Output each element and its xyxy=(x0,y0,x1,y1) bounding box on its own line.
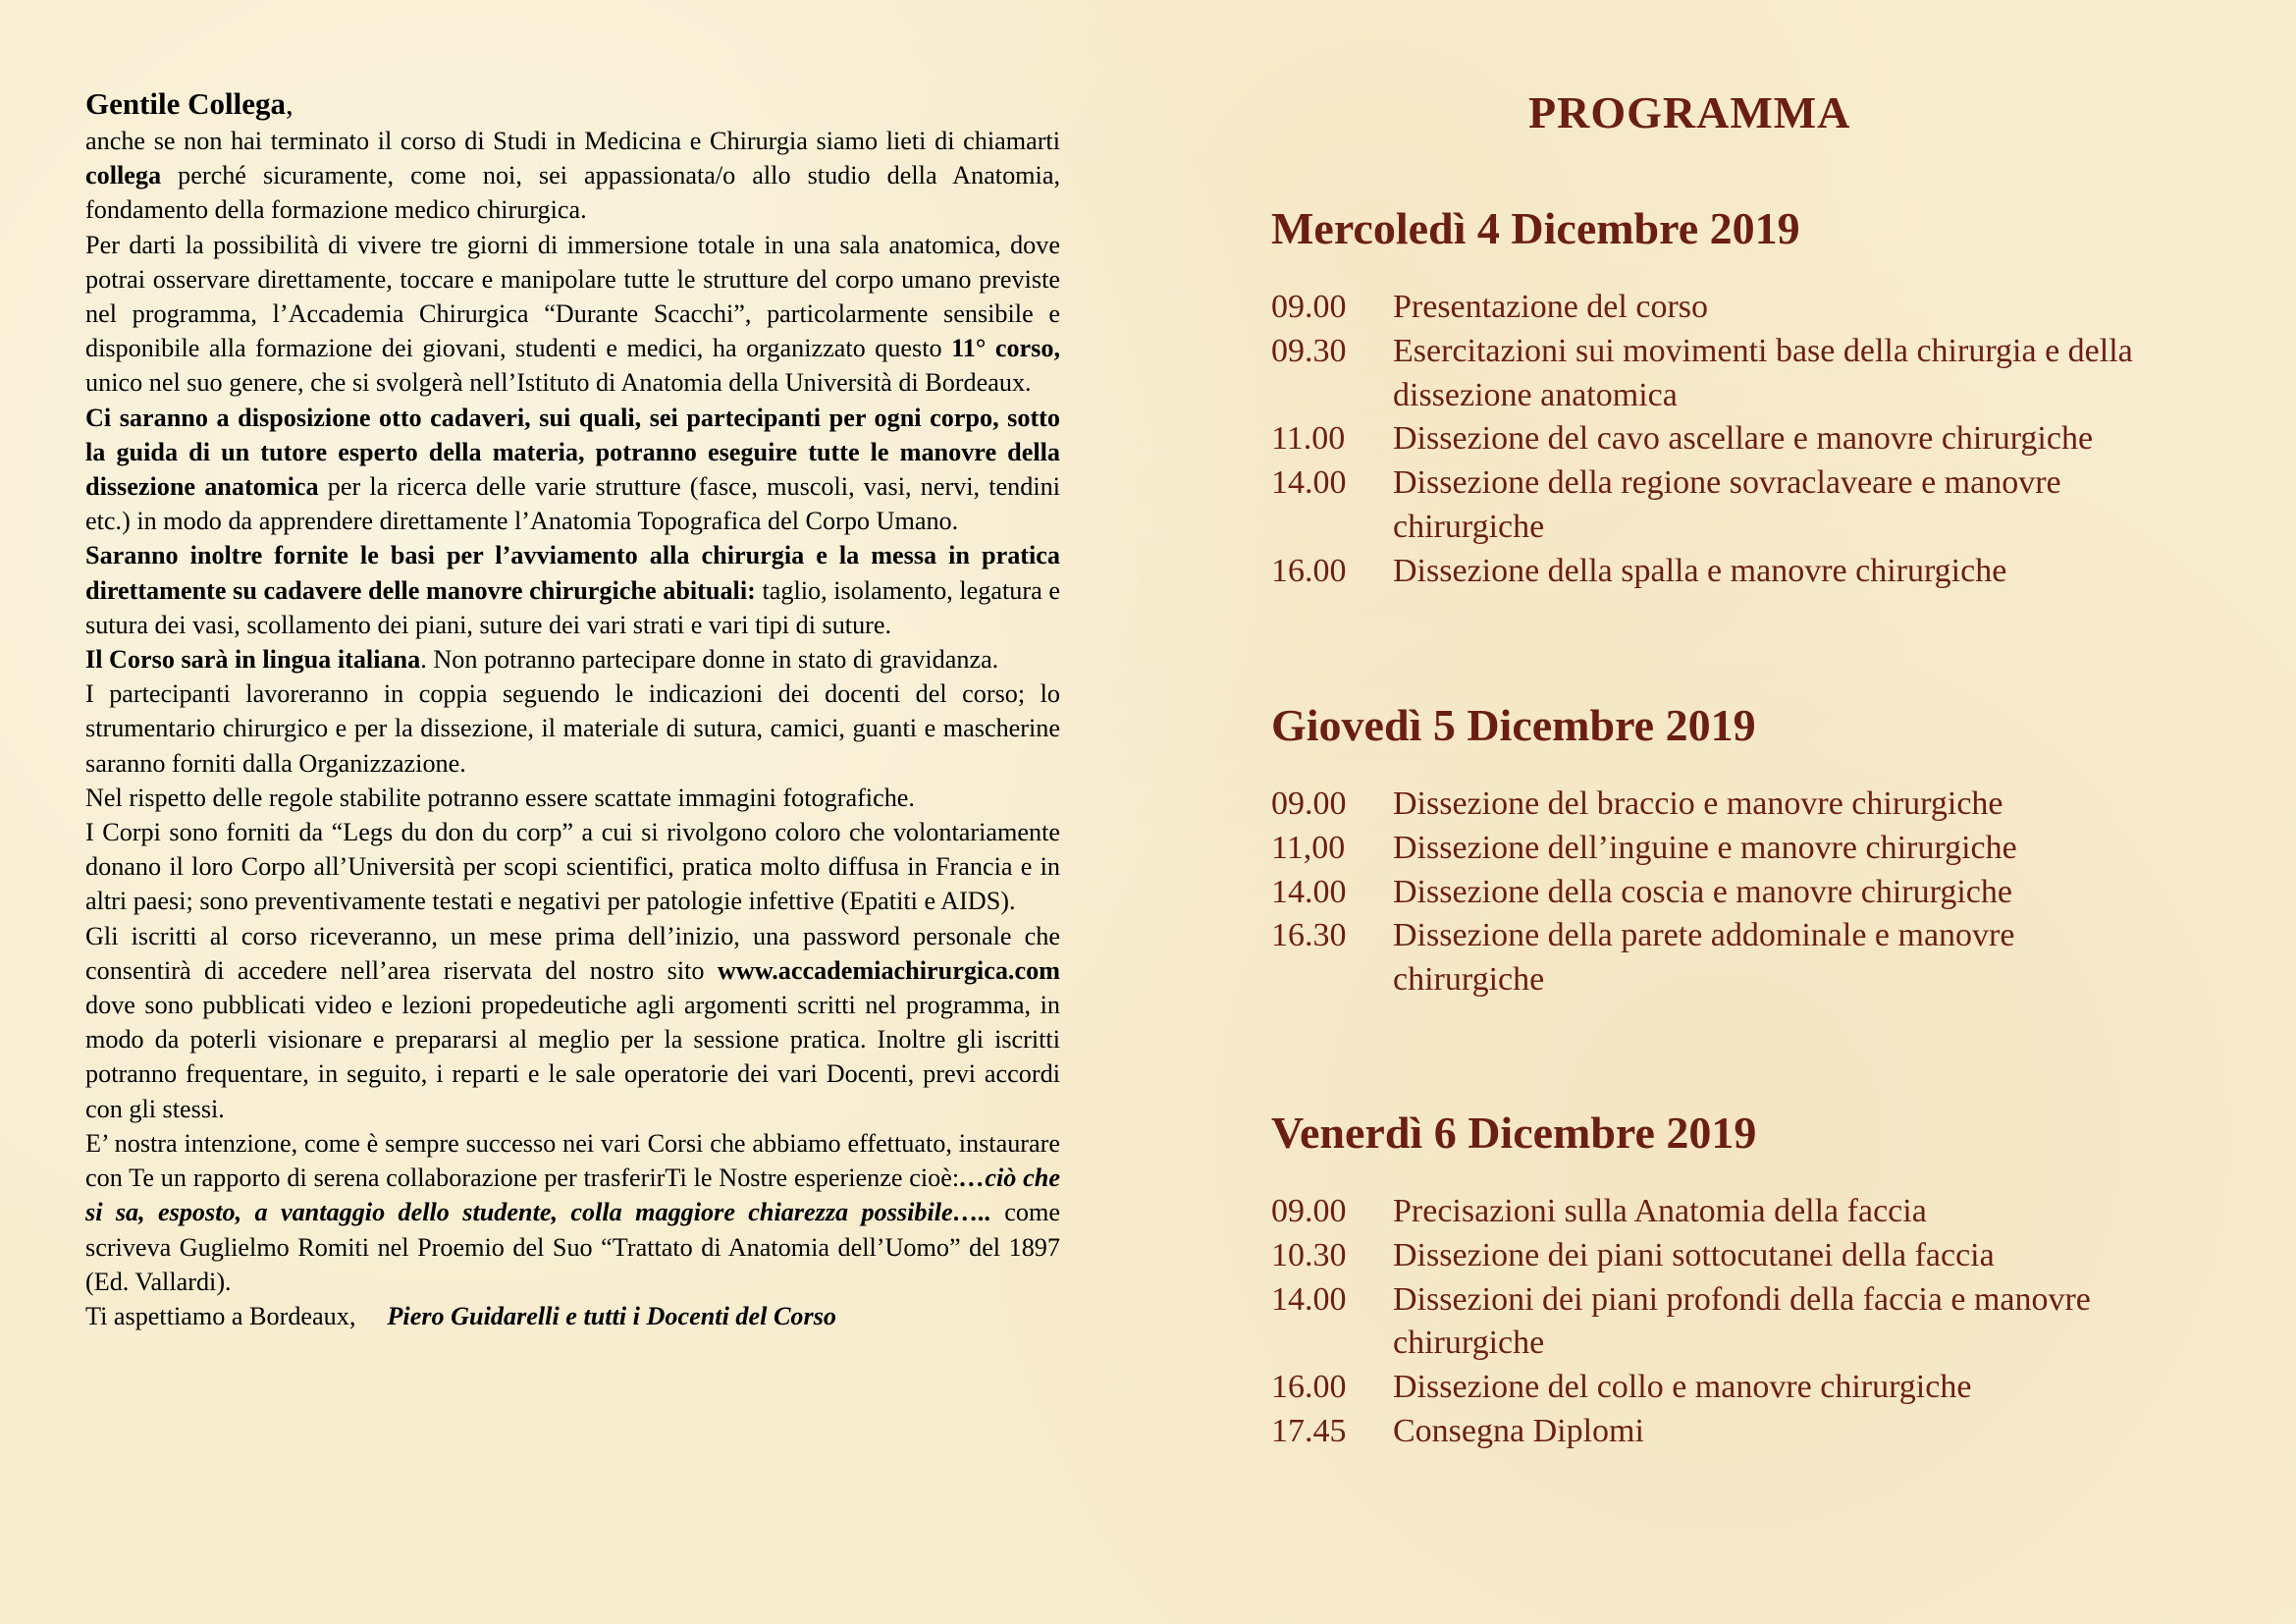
letter-paragraph-cadavers: Ci saranno a disposizione otto cadaveri, sui quali, sei partecipanti per ogni corpo, sotto la guida di un tutore esperto della materia, potranno eseguire tutte le manovre della dissezione anatomica per la ricerca delle varie strutture (fasce, muscoli, vasi, nervi, tendini etc.) in modo da apprendere direttamente l’Anatomia Topografica del Corpo Umano. xyxy=(85,403,1060,536)
letter-paragraph-language: Il Corso sarà in lingua italiana. Non potranno partecipare donne in stato di gravidanza. xyxy=(85,645,999,675)
letter-paragraph-photos: Nel rispetto delle regole stabilite potranno essere scattate immagini fotografiche. xyxy=(85,783,915,812)
event-row: 17.45 Consegna Diplomi xyxy=(1271,1412,1644,1449)
day-wednesday xyxy=(1271,201,2253,594)
events-list xyxy=(1271,286,2253,594)
events-list xyxy=(1271,783,2253,1002)
greeting: Gentile Collega, xyxy=(85,86,294,121)
letter-paragraph-bodies: I Corpi sono forniti da “Legs du don du corp” a cui si rivolgono coloro che volontariamente donano il loro Corpo all’Università per scopi scientifici, pratica molto diffusa in Francia e in altri paesi; sono preventivamente testati e negativi per patologie infettive (Epatiti e AIDS). xyxy=(85,818,1060,916)
letter-paragraph-course: Per darti la possibilità di vivere tre giorni di immersione totale in una sala anatomica, dove potrai osservare direttamente, toccare e manipolare tutte le strutture del corpo umano previste nel programma, l’Accademia Chirurgica “Durante Scacchi”, particolarmente sensibile e disponibile alla formazione dei giovani, studenti e medici, ha organizzato questo 11° corso, unico nel suo genere, che si svolgerà nell’Istituto di Anatomia della Università di Bordeaux. xyxy=(85,230,1060,398)
event-row: 16.00 Dissezione della spalla e manovre chirurgiche xyxy=(1271,552,2007,589)
day-friday xyxy=(1271,1106,2253,1454)
event-row: 16.30 Dissezione della parete addominale e manovre chirurgiche xyxy=(1271,917,2015,999)
event-row: 14.00 Dissezione della regione sovraclaveare e manovre chirurgiche xyxy=(1271,464,2061,545)
event-row: 14.00 Dissezioni dei piani profondi della faccia e manovre chirurgiche xyxy=(1271,1280,2091,1362)
letter-closing: Ti aspettiamo a Bordeaux, Piero Guidarelli e tutti i Docenti del Corso xyxy=(85,1301,836,1330)
signature: Piero Guidarelli e tutti i Docenti del Corso xyxy=(387,1301,836,1330)
letter-paragraph-password: Gli iscritti al corso riceveranno, un mese prima dell’inizio, una password personale che consentirà di accedere nell’area riservata del nostro sito www.accademiachirurgica.com dove sono pubblicati video e lezioni propedeutiche agli argomenti scritti nel programma, in modo da poterli visionare e prepararsi al meglio per la sessione pratica. Inoltre gli iscritti potranno frequentare, in seguito, i reparti e le sale operatorie dei vari Docenti, previ accordi con gli stessi. xyxy=(85,921,1060,1123)
letter-paragraph-basics: Saranno inoltre fornite le basi per l’avviamento alla chirurgia e la messa in pratica direttamente su cadavere delle manovre chirurgiche abituali: taglio, isolamento, legatura e sutura dei vasi, scollamento dei piani, suture dei vari strati e vari tipi di suture. xyxy=(85,541,1060,639)
letter-paragraph-pairs: I partecipanti lavoreranno in coppia seguendo le indicazioni dei docenti del corso; lo strumentario chirurgico e per la dissezione, il materiale di sutura, camici, guanti e mascherine saranno forniti dalla Organizzazione. xyxy=(85,679,1060,778)
event-row: 11,00 Dissezione dell’inguine e manovre chirurgiche xyxy=(1271,829,2017,866)
event-row: 09.30 Esercitazioni sui movimenti base della chirurgia e della dissezione anatomica xyxy=(1271,332,2133,413)
event-row: 09.00 Dissezione del braccio e manovre chirurgiche xyxy=(1271,785,2003,822)
events-list xyxy=(1271,1190,2253,1454)
event-row: 09.00 Presentazione del corso xyxy=(1271,289,1708,325)
event-row: 16.00 Dissezione del collo e manovre chirurgiche xyxy=(1271,1369,1972,1406)
day-title: Mercoledì 4 Dicembre 2019 xyxy=(1271,203,1800,253)
day-title: Giovedì 5 Dicembre 2019 xyxy=(1271,700,1756,750)
event-row: 14.00 Dissezione della coscia e manovre chirurgiche xyxy=(1271,873,2012,910)
event-row: 11.00 Dissezione del cavo ascellare e manovre chirurgiche xyxy=(1271,420,2094,458)
programma-title: PROGRAMMA xyxy=(1528,87,1851,137)
day-title: Venerdì 6 Dicembre 2019 xyxy=(1271,1108,1757,1158)
website-link[interactable]: www.accademiachirurgica.com xyxy=(717,955,1060,985)
letter xyxy=(85,84,1060,1333)
event-row: 10.30 Dissezione dei piani sottocutanei della faccia xyxy=(1271,1236,1995,1273)
letter-paragraph-intention: E’ nostra intenzione, come è sempre successo nei vari Corsi che abbiamo effettuato, instaurare con Te un rapporto di serena collaborazione per trasferirTi le Nostre esperienze cioè:…ciò che si sa, esposto, a vantaggio dello studente, colla maggiore chiarezza possibile….. come scriveva Guglielmo Romiti nel Proemio del Suo “Trattato di Anatomia dell’Uomo” del 1897 (Ed. Vallardi). xyxy=(85,1128,1060,1296)
day-thursday xyxy=(1271,698,2253,1002)
letter-paragraph-intro: anche se non hai terminato il corso di Studi in Medicina e Chirurgia siamo lieti di chiamarti collega perché sicuramente, come noi, sei appassionata/o allo studio della Anatomia, fondamento della formazione medico chirurgica. xyxy=(85,127,1060,225)
event-row: 09.00 Precisazioni sulla Anatomia della faccia xyxy=(1271,1193,1927,1229)
